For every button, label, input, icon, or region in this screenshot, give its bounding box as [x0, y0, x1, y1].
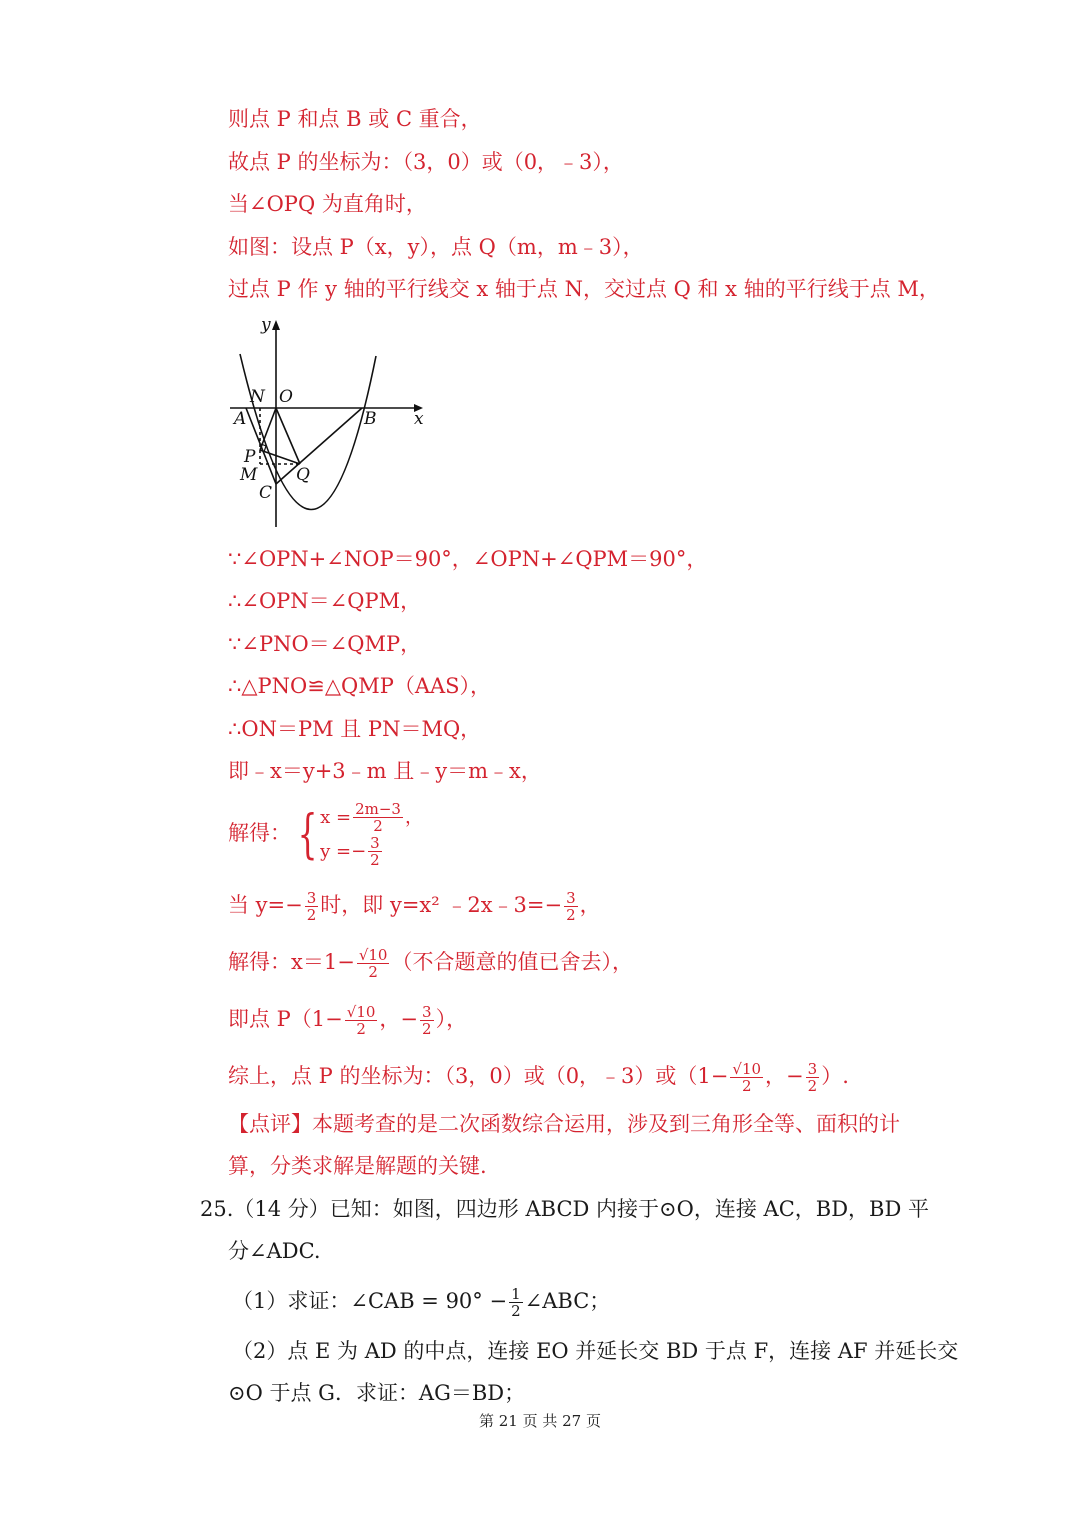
segment-CB [276, 408, 362, 484]
when-line-a: 当 y=− [228, 893, 303, 917]
proof-line-4: ∴△PNO≌△QMP（AAS）， [228, 674, 492, 698]
when-frac2-num: 3 [566, 889, 576, 907]
part1-a: （1）求证：∠CAB = 90° − [232, 1289, 508, 1313]
solve-prefix: 解得： [228, 821, 291, 845]
when-line-c: ， [579, 893, 601, 917]
label-y: y [261, 315, 271, 335]
summary-b: ，− [765, 1064, 804, 1088]
question-part2-line1: （2）点 E 为 AD 的中点，连接 EO 并延长交 BD 于点 F，连接 AF 并延长交 [232, 1339, 959, 1363]
when-frac1-num: 3 [306, 889, 317, 907]
part1-b: ∠ABC； [524, 1289, 611, 1313]
solution-line-2: 故点 P 的坐标为：（3，0）或（0，﹣3）， [228, 150, 624, 174]
solution-line-1: 则点 P 和点 B 或 C 重合， [228, 107, 482, 131]
label-M: M [240, 465, 258, 485]
system-row1-lhs: x = [320, 806, 352, 828]
summary-num2: 3 [807, 1060, 818, 1078]
system-row2-num: 3 [370, 834, 380, 852]
part1-num: 1 [511, 1285, 521, 1303]
when-frac1-den: 2 [306, 906, 317, 924]
solution-line-5: 过点 P 作 y 轴的平行线交 x 轴于点 N，交过点 Q 和 x 轴的平行线于点 M， [228, 277, 940, 301]
comment-line-1 [228, 1109, 900, 1139]
summary-a: 综上，点 P 的坐标为：（3，0）或（0，﹣3）或（1− [228, 1064, 729, 1088]
system-rows [320, 801, 423, 869]
question-line-1: 25.（14 分）已知：如图，四边形 ABCD 内接于⊙O，连接 AC，BD，BD 平 [200, 1197, 929, 1221]
solve-x-b: （不合题意的值已舍去）， [391, 950, 633, 974]
parabola-diagram [228, 312, 428, 532]
segment-OP [260, 408, 276, 450]
system-row1-den: 2 [373, 817, 383, 835]
when-line-b: 时，即 y=x² ﹣2x﹣3=− [320, 893, 563, 917]
solve-x-line [228, 947, 633, 980]
proof-line-2: ∴∠OPN＝∠QPM， [228, 589, 422, 613]
summary-den2: 2 [807, 1077, 818, 1095]
summary-den1: 2 [741, 1077, 752, 1095]
label-x: x [414, 409, 424, 429]
question-line-2: 分∠ADC. [228, 1239, 321, 1263]
solution-line-3: 当∠OPQ 为直角时， [228, 192, 427, 216]
comment-line-2: 算，分类求解是解题的关键. [228, 1154, 487, 1178]
system-row2-den: 2 [370, 851, 380, 869]
proof-line-3: ∵∠PNO＝∠QMP， [228, 632, 422, 656]
when-line [228, 890, 601, 923]
solve-x-a: 解得：x＝1− [228, 950, 355, 974]
question-part2-line2: ⊙O 于点 G．求证：AG＝BD； [228, 1381, 526, 1405]
proof-line-6: 即﹣x＝y+3﹣m 且﹣y＝m﹣x， [228, 759, 542, 783]
question-part1 [232, 1286, 610, 1319]
system-row1-num: 2m−3 [355, 800, 401, 818]
solve-x-den: 2 [368, 963, 378, 981]
page-footer: 第 21 页 共 27 页 [478, 1412, 601, 1430]
y-axis-arrow [272, 320, 280, 330]
label-A: A [234, 409, 247, 429]
label-C: C [259, 483, 273, 503]
when-frac2-den: 2 [566, 906, 576, 924]
comment-tag: 【点评】 [228, 1112, 312, 1136]
segment-OQ [276, 408, 300, 464]
label-Q: Q [296, 465, 310, 485]
point-p-line [228, 1004, 467, 1037]
summary-num1: √10 [732, 1060, 762, 1078]
label-P: P [244, 447, 256, 467]
point-p-den1: 2 [356, 1020, 366, 1038]
proof-line-5: ∴ON＝PM 且 PN＝MQ， [228, 717, 482, 741]
point-p-b: ，− [379, 1007, 419, 1031]
point-p-num1: √10 [346, 1003, 376, 1021]
label-B: B [364, 409, 377, 429]
solve-x-num: √10 [358, 946, 388, 964]
system-brace: { [297, 804, 318, 865]
point-p-c: ）， [435, 1007, 468, 1031]
label-N: N [250, 387, 265, 407]
summary-line [228, 1061, 849, 1094]
point-p-num2: 3 [422, 1003, 432, 1021]
summary-c: ）. [821, 1064, 849, 1088]
point-p-den2: 2 [422, 1020, 432, 1038]
parabola-figure [228, 312, 428, 532]
solve-system [228, 796, 423, 870]
system-suffix: ， [404, 806, 423, 828]
system-row2-lhs: y =− [320, 840, 367, 862]
point-p-a: 即点 P（1− [228, 1007, 343, 1031]
solution-line-4: 如图：设点 P（x，y），点 Q（m，m﹣3）， [228, 235, 644, 259]
comment-text-1: 本题考查的是二次函数综合运用，涉及到三角形全等、面积的计 [312, 1112, 900, 1136]
proof-line-1: ∵∠OPN+∠NOP＝90°，∠OPN+∠QPM＝90°， [228, 547, 708, 571]
label-O: O [279, 387, 293, 407]
part1-den: 2 [511, 1302, 521, 1320]
